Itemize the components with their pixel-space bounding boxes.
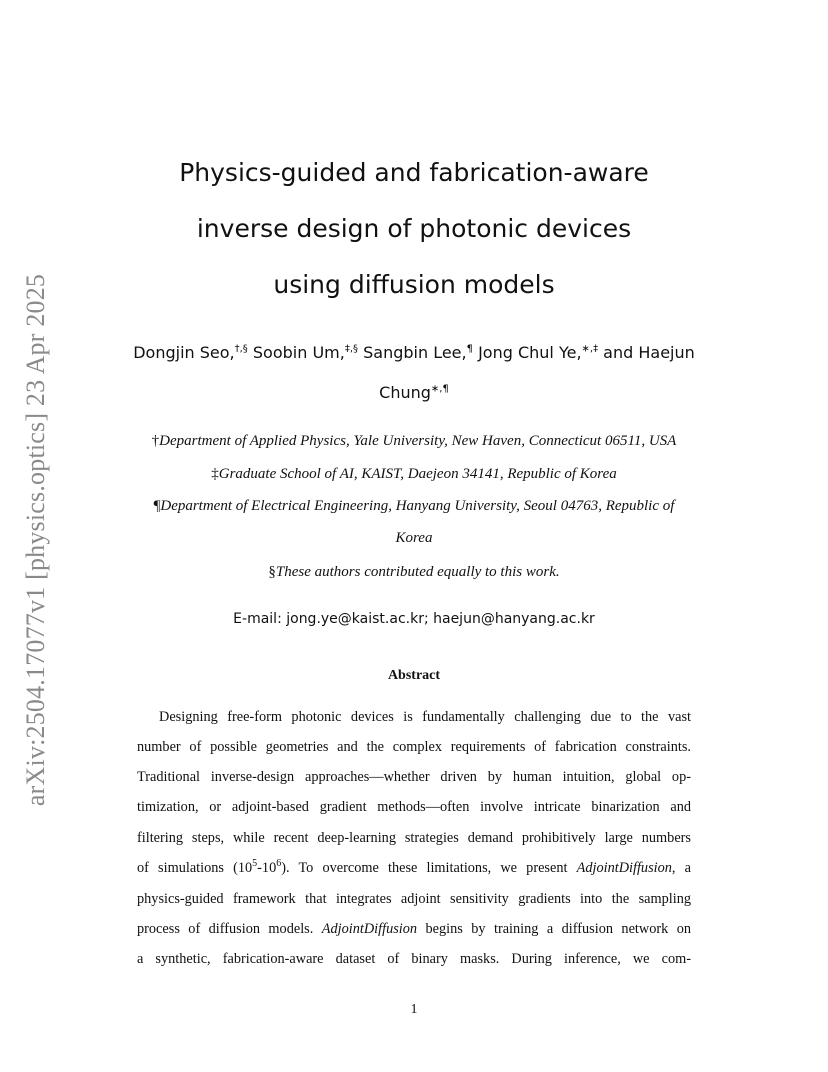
affiliation-mark: ¶ xyxy=(153,498,161,514)
author-name: Soobin Um, xyxy=(247,343,345,362)
affiliation-line xyxy=(0,466,828,483)
affiliation-text: Department of Applied Physics, Yale University, New Haven, Connecticut 06511, USA xyxy=(159,433,677,449)
author-name: Jong Chul Ye, xyxy=(472,343,582,362)
affiliation-text: Graduate School of AI, KAIST, Daejeon 34141, Republic of Korea xyxy=(218,466,617,482)
author-affiliation-mark: †,§ xyxy=(234,343,248,355)
exponent: 5 xyxy=(252,858,258,870)
method-name: AdjointDiffusion xyxy=(576,860,672,876)
author-name: Chung xyxy=(379,383,431,402)
abstract-text: ). To overcome these limitations, we present xyxy=(281,860,577,876)
author-affiliation-mark: ‡,§ xyxy=(344,343,359,355)
abstract-line: number of possible geometries and the complex requirements of fabrication constraints. xyxy=(137,739,691,755)
affiliation-line xyxy=(0,498,828,515)
method-name: AdjointDiffusion xyxy=(321,921,418,937)
abstract-line xyxy=(137,919,691,939)
abstract-text: -10 xyxy=(257,860,277,876)
affiliation-text: These authors contributed equally to this work. xyxy=(275,564,560,580)
abstract-text: , a xyxy=(671,860,691,876)
affiliation-line xyxy=(0,530,828,547)
affiliation-mark: † xyxy=(151,433,160,449)
author-name: Dongjin Seo, xyxy=(133,343,235,362)
author-affiliation-mark: ∗,¶ xyxy=(430,383,449,395)
title-line-2: inverse design of photonic devices xyxy=(196,214,632,243)
affiliation-mark: § xyxy=(268,564,276,580)
affiliation-line xyxy=(0,564,828,581)
affiliation-text: Korea xyxy=(395,530,433,546)
author-affiliation-mark: ∗,‡ xyxy=(581,343,599,355)
abstract-line: physics-guided framework that integrates adjoint sensitivity gradients into the sampling xyxy=(137,891,691,907)
title-line-3: using diffusion models xyxy=(273,270,555,299)
author-line-1 xyxy=(0,343,828,362)
abstract-text: process of diffusion models. xyxy=(137,921,322,937)
abstract-line: Designing free-form photonic devices is fundamentally challenging due to the vast xyxy=(159,709,691,725)
affiliation-line xyxy=(0,433,828,450)
contact-email: E-mail: jong.ye@kaist.ac.kr; haejun@hanyang.ac.kr xyxy=(233,611,595,627)
page-number: 1 xyxy=(410,1002,418,1017)
abstract-line: a synthetic, fabrication-aware dataset of binary masks. During inference, we com- xyxy=(137,951,691,967)
abstract-text: of simulations (10 xyxy=(137,860,253,876)
author-line-2 xyxy=(0,383,828,402)
affiliation-mark: ‡ xyxy=(211,466,219,482)
abstract-heading: Abstract xyxy=(387,668,441,683)
title-line-1: Physics-guided and fabrication-aware xyxy=(179,158,649,187)
abstract-line: Traditional inverse-design approaches—whether driven by human intuition, global op- xyxy=(137,769,691,785)
abstract-text: begins by training a diffusion network on xyxy=(417,921,691,937)
abstract-line: timization, or adjoint-based gradient methods—often involve intricate binarization and xyxy=(137,799,691,815)
abstract-line: filtering steps, while recent deep-learning strategies demand prohibitively large numbers xyxy=(137,830,691,846)
abstract-line xyxy=(137,858,691,878)
arxiv-identifier-stamp: arXiv:2504.17077v1 [physics.optics] 23 Apr 2025 xyxy=(21,273,50,807)
author-name: Sangbin Lee, xyxy=(358,343,467,362)
affiliation-text: Department of Electrical Engineering, Hanyang University, Seoul 04763, Republic of xyxy=(160,498,675,514)
exponent: 6 xyxy=(276,858,282,870)
author-name: and Haejun xyxy=(598,343,695,362)
author-affiliation-mark: ¶ xyxy=(466,343,473,355)
